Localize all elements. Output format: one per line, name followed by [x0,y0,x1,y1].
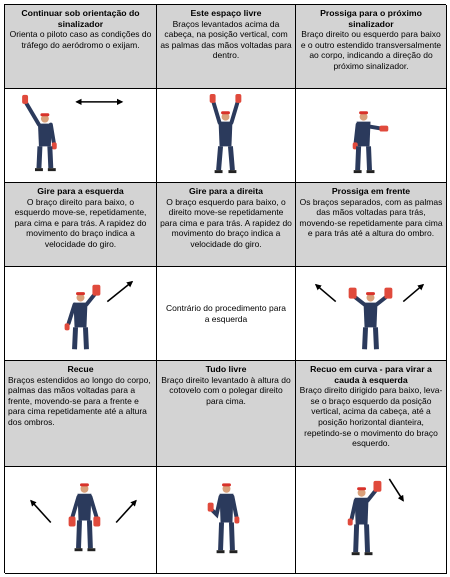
arrow-up-right-icon [107,282,132,302]
signal-title: Prossiga para o próximo sinalizador [320,8,422,29]
signal-cell-prossiga-frente [296,183,447,267]
arrow-up-right-icon [403,285,423,302]
arrow-down-right-icon [389,479,403,501]
signal-cell-gire-direita [157,183,296,267]
signal-cell-espaco-livre [157,5,296,89]
signal-cell-gire-esquerda [5,183,157,267]
signal-title: Este espaço livre [190,8,262,18]
signal-description: Braços estendidos ao longo do corpo, palmas das mãos voltadas para a frente, movendo-se para a frente e para cima repetidamente até a altura dos ombros. [8,374,151,427]
signal-description: Os braços separados, com as palmas das mãos voltadas para trás, movendo-se repetidamente para cima e para trás até a altura do ombro. [299,196,443,239]
signal-cell-recue [5,361,157,467]
opposite-procedure-note: Contrário do procedimento para a esquerda [165,302,286,324]
signal-title: Recuo em curva - para virar a cauda à esquerda [310,364,432,385]
signal-image-proximo-sinalizador [296,89,447,183]
signal-description: O braço direito para baixo, o esquerdo move-se, repetidamente, para cima e para trás. A rapidez do movimento do braço indica a velocidade do giro. [14,196,147,249]
signal-image-tudo-livre [157,467,296,574]
signal-title: Gire para a direita [189,186,263,196]
arrow-up-left-icon [316,285,336,302]
signal-image-recuo-curva [296,467,447,574]
signal-image-espaco-livre [157,89,296,183]
signal-image-prossiga-frente [296,267,447,361]
signal-image-recue [5,467,157,574]
marshaller-figure [157,467,295,573]
signal-description: Braço direito ou esquerdo para baixo e o outro estendido transversalmente ao corpo, indicando a direção do próximo sinalizador. [300,29,442,71]
signal-title: Continuar sob orientação do sinalizador [21,8,140,29]
signal-title: Gire para a esquerda [37,186,124,196]
marshaller-figure [5,267,156,360]
marshaller-figure [296,267,446,360]
signal-image-gire-direita [157,267,296,361]
signal-title: Prossiga em frente [331,186,411,196]
signal-description: Braços levantados acima da cabeça, na posição vertical, com as palmas das mãos voltadas para dentro. [160,18,292,61]
signal-image-continuar [5,89,157,183]
signal-cell-tudo-livre [157,361,296,467]
signal-description: Braço direito dirigido para baixo, leva-se o braço esquerdo da posição vertical, acima da cabeça, até a posição horizontal dianteira, repetindo-se o movimento do braço esquerdo. [299,385,443,449]
signal-description: O braço esquerdo para baixo, o direito move-se repetidamente para cima e para trás. A rapidez do movimento do braço indica a velocidade do giro. [160,196,292,249]
arrow-up-left-icon [31,501,51,523]
signal-title: Recue [67,364,94,374]
arrow-up-right-icon [116,501,136,523]
marshaller-figure [5,467,156,573]
signal-title: Tudo livre [205,364,247,374]
marshalling-signals-table [4,4,446,573]
marshaller-figure [296,89,446,182]
signal-cell-proximo-sinalizador [296,5,447,89]
marshaller-figure [296,467,446,573]
signal-description: Braço direito levantado à altura do cotovelo com o polegar direito para cima. [161,374,291,406]
marshaller-figure [157,89,295,182]
signal-cell-continuar [5,5,157,89]
signal-description: Orienta o piloto caso as condições do tráfego do aeródromo o exijam. [9,29,152,50]
signal-image-gire-esquerda [5,267,157,361]
marshaller-figure [5,89,156,182]
signal-cell-recuo-curva [296,361,447,467]
